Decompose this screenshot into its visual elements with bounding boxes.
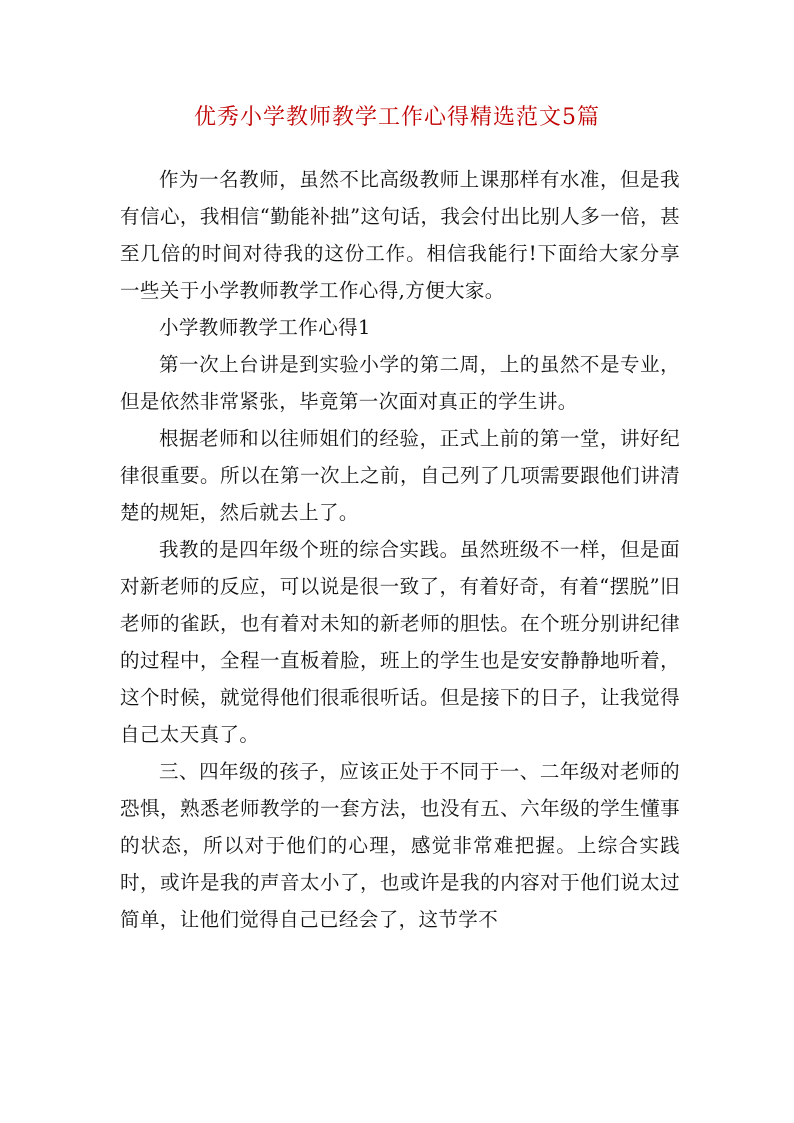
body-paragraph: 第一次上台讲是到实验小学的第二周，上的虽然不是专业，但是依然非常紧张，毕竟第一次面对真正的学生讲。 (120, 353, 680, 413)
section-heading: 小学教师教学工作心得1 (159, 316, 371, 339)
document-body (120, 161, 680, 938)
body-paragraph: 我教的是四年级个班的综合实践。虽然班级不一样，但是面对新老师的反应，可以说是很一致了，有着好奇，有着“摆脱”旧老师的雀跃，也有着对未知的新老师的胆怯。在个班分别讲纪律的过程中，全程一直板着脸，班上的学生也是安安静静地听着，这个时候，就觉得他们很乖很听话。但是接下的日子，让我觉得自己太天真了。 (120, 538, 680, 746)
document-title: 优秀小学教师教学工作心得精选范文5篇 (194, 105, 600, 130)
body-paragraph: 三、四年级的孩子，应该正处于不同于一、二年级对老师的恐惧，熟悉老师教学的一套方法，也没有五、六年级的学生懂事的状态，所以对于他们的心理，感觉非常难把握。上综合实践时，或许是我的声音太小了，也或许是我的内容对于他们说太过简单，让他们觉得自己已经会了，这节学不 (120, 760, 680, 931)
body-paragraph: 根据老师和以往师姐们的经验，正式上前的第一堂，讲好纪律很重要。所以在第一次上之前，自己列了几项需要跟他们讲清楚的规矩，然后就去上了。 (120, 427, 680, 524)
intro-paragraph: 作为一名教师，虽然不比高级教师上课那样有水准，但是我有信心，我相信“勤能补拙”这句话，我会付出比别人多一倍，甚至几倍的时间对待我的这份工作。相信我能行!下面给大家分享一些关于小学教师教学工作心得,方便大家。 (120, 168, 680, 302)
